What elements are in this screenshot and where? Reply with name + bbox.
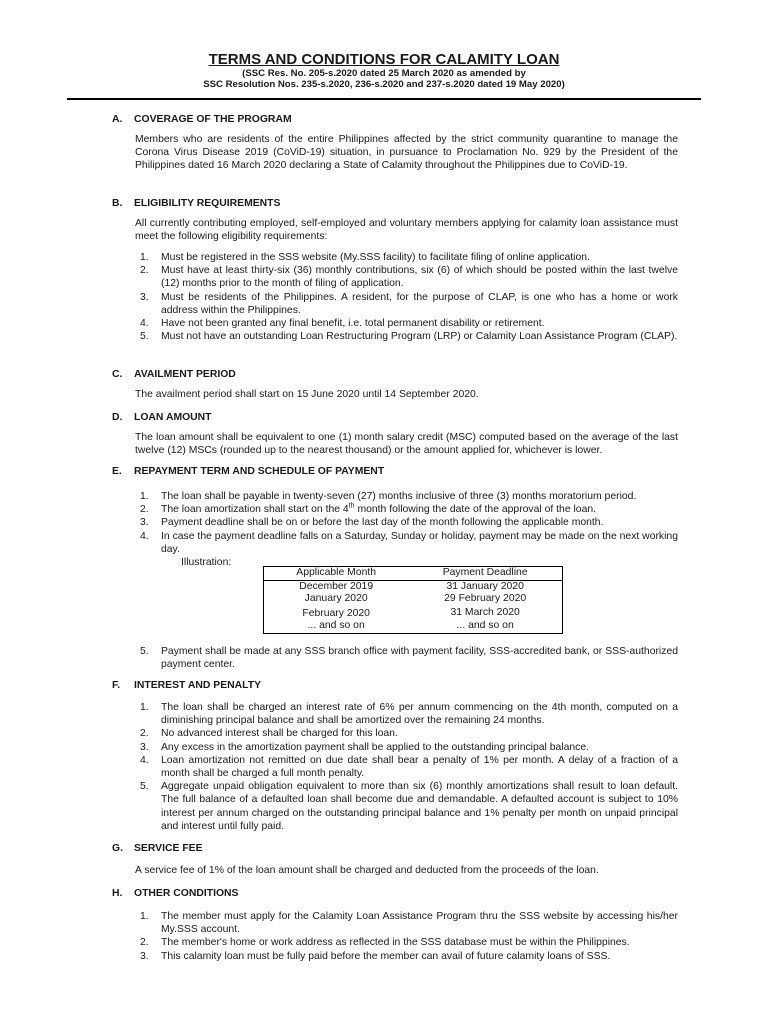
list-item	[135, 754, 678, 780]
list-item	[135, 741, 678, 754]
section-letter: B.	[112, 198, 123, 209]
list-number: 1.	[140, 252, 149, 263]
section-letter: D.	[112, 412, 123, 423]
list-text: Have not been granted any final benefit, i.e. total permanent disability or retirement.	[161, 318, 545, 330]
list-number: 4.	[140, 530, 149, 542]
section-d-text: The loan amount shall be equivalent to one (1) month salary credit (MSC) computed based on the average of the last twelve (12) MSCs (rounded up to the nearest thousand) or the amount applied for, whichever is lower.	[135, 432, 678, 457]
table-row	[264, 620, 563, 633]
list-text: No advanced interest shall be charged for this loan.	[161, 728, 398, 740]
section-a-text: Members who are residents of the entire Philippines affected by the strict community quarantine to manage the Corona Virus Disease 2019 (CoViD-19) situation, in pursuance to Proclamation No. 929 by the President of the Philippines dated 16 March 2020 declaring a State of Calamity throughout the Philippines due to CoViD-19.	[135, 134, 678, 172]
list-item	[135, 910, 678, 936]
list-number: 3.	[140, 950, 149, 962]
section-c-text: The availment period shall start on 15 June 2020 until 14 September 2020.	[135, 389, 479, 400]
list-item	[135, 490, 678, 503]
list-number: 2.	[140, 265, 149, 277]
list-item	[135, 516, 678, 529]
list-number: 4.	[140, 318, 149, 330]
section-letter: H.	[112, 888, 123, 899]
list-number: 3.	[140, 741, 149, 753]
table-cell: 31 March 2020	[450, 606, 520, 618]
table-cell: ... and so on	[456, 620, 514, 632]
list-item	[135, 950, 678, 963]
list-text: The loan shall be payable in twenty-seven (27) months inclusive of three (3) months moratorium period.	[161, 491, 637, 502]
list-number: 1.	[140, 911, 149, 922]
section-title: LOAN AMOUNT	[134, 412, 212, 423]
list-text	[161, 504, 596, 515]
section-title: SERVICE FEE	[134, 843, 203, 854]
table-cell: ... and so on	[307, 620, 365, 632]
table-cell: 31 January 2020	[446, 580, 524, 592]
header-divider	[67, 98, 701, 100]
subtitle-line-2: SSC Resolution Nos. 235-s.2020, 236-s.2020 and 237-s.2020 dated 19 May 2020)	[203, 79, 565, 90]
column-header: Applicable Month	[264, 567, 409, 581]
subtitle-line-1: (SSC Res. No. 205-s.2020 dated 25 March 2020 as amended by	[242, 68, 526, 79]
list-item	[135, 291, 678, 317]
repayment-list-continued	[135, 645, 678, 671]
section-letter: G.	[112, 843, 123, 854]
section-letter: E.	[112, 466, 122, 477]
table-row	[264, 606, 563, 621]
other-conditions-list	[135, 910, 678, 963]
list-text: Aggregate unpaid obligation equivalent to more than six (6) monthly amortizations shall result to loan default. The full balance of a defaulted loan shall become due and demandable. A defaulted account is subject to 10% interest per annum charged on the outstanding principal balance and 1% penalty per month on unpaid principal and interest until fully paid.	[161, 781, 678, 832]
list-item	[135, 251, 678, 264]
list-text: Payment deadline shall be on or before the last day of the month following the applicable month.	[161, 517, 604, 529]
illustration-label: Illustration:	[181, 557, 232, 568]
list-text: Must have at least thirty-six (36) monthly contributions, six (6) of which should be posted within the last twelve (12) months prior to the month of filing of application.	[161, 265, 678, 290]
list-item	[135, 701, 678, 727]
table-cell: February 2020	[302, 607, 370, 619]
list-number: 3.	[140, 517, 149, 529]
list-text: This calamity loan must be fully paid before the member can avail of future calamity loans of SSS.	[161, 950, 611, 962]
list-item	[135, 530, 678, 556]
section-e-heading	[112, 465, 384, 478]
section-a-heading	[112, 113, 292, 126]
section-title: REPAYMENT TERM AND SCHEDULE OF PAYMENT	[134, 466, 385, 477]
list-text-part: The loan amortization shall start on the 4	[161, 504, 349, 516]
list-text: The member's home or work address as reflected in the SSS database must be within the Philippines.	[161, 937, 630, 949]
list-item	[135, 780, 678, 833]
section-h-heading	[112, 887, 239, 900]
table-cell: December 2019	[299, 580, 374, 592]
repayment-list	[135, 490, 678, 556]
superscript: th	[348, 502, 355, 510]
list-item	[135, 264, 678, 290]
table-header-row	[264, 567, 563, 581]
section-g-heading	[112, 842, 203, 855]
section-title: OTHER CONDITIONS	[134, 888, 239, 899]
list-text: The member must apply for the Calamity Loan Assistance Program thru the SSS website by accessing his/her My.SSS account.	[161, 911, 678, 936]
document-title: TERMS AND CONDITIONS FOR CALAMITY LOAN	[208, 51, 560, 68]
document-subtitle	[0, 68, 768, 90]
section-letter: C.	[112, 369, 123, 380]
column-header: Payment Deadline	[408, 567, 562, 581]
list-text: Loan amortization not remitted on due date shall bear a penalty of 1% per month. A delay of a fraction of a month shall be charged a full month penalty.	[161, 754, 678, 780]
list-number: 3.	[140, 291, 149, 303]
section-f-heading	[112, 679, 261, 692]
list-text: Payment shall be made at any SSS branch office with payment facility, SSS-accredited bank, or SSS-authorized payment center.	[161, 646, 678, 671]
list-number: 2.	[140, 728, 149, 740]
section-title: AVAILMENT PERIOD	[134, 369, 236, 380]
section-g-text: A service fee of 1% of the loan amount shall be charged and deducted from the proceeds of the loan.	[135, 865, 599, 876]
list-item	[135, 317, 678, 330]
section-title: INTEREST AND PENALTY	[134, 680, 262, 691]
list-number: 4.	[140, 754, 149, 766]
list-text-part: month following the date of the approval of the loan.	[354, 504, 597, 516]
list-number: 5.	[140, 646, 149, 657]
list-text: Any excess in the amortization payment shall be applied to the outstanding principal balance.	[161, 741, 590, 753]
section-letter: A.	[112, 114, 123, 125]
section-d-heading	[112, 411, 212, 424]
section-b-intro: All currently contributing employed, self-employed and voluntary members applying for calamity loan assistance must meet the following eligibility requirements:	[135, 218, 678, 243]
table-row	[264, 593, 563, 606]
list-item	[135, 645, 678, 671]
list-number: 5.	[140, 331, 149, 343]
list-number: 1.	[140, 702, 149, 713]
list-text: In case the payment deadline falls on a Saturday, Sunday or holiday, payment may be made on the next working day.	[161, 530, 678, 555]
list-number: 1.	[140, 491, 149, 502]
table-row	[264, 580, 563, 593]
section-title: ELIGIBILITY REQUIREMENTS	[134, 198, 281, 209]
list-text: Must be registered in the SSS website (My.SSS facility) to facilitate filing of online application.	[161, 252, 590, 263]
list-text: The loan shall be charged an interest rate of 6% per annum commencing on the 4th month, computed on a diminishing principal balance and shall be amortized over the remaining 24 months.	[161, 702, 678, 727]
eligibility-list	[135, 251, 678, 343]
payment-schedule-table	[263, 566, 563, 634]
interest-penalty-list	[135, 701, 678, 833]
list-number: 2.	[140, 504, 149, 516]
list-number: 5.	[140, 781, 149, 793]
table-cell: 29 February 2020	[444, 593, 527, 605]
list-item	[135, 936, 678, 949]
list-number: 2.	[140, 937, 149, 949]
section-letter: F.	[112, 680, 121, 691]
list-item	[135, 727, 678, 740]
table-cell: January 2020	[304, 593, 368, 605]
section-b-heading	[112, 197, 280, 210]
list-item	[135, 330, 678, 343]
section-c-heading	[112, 368, 236, 381]
list-text: Must be residents of the Philippines. A resident, for the purpose of CLAP, is one who has a home or work address within the Philippines.	[161, 291, 678, 316]
section-title: COVERAGE OF THE PROGRAM	[134, 114, 292, 125]
list-text: Must not have an outstanding Loan Restructuring Program (LRP) or Calamity Loan Assistance Program (CLAP).	[161, 331, 678, 343]
list-item	[135, 503, 678, 516]
